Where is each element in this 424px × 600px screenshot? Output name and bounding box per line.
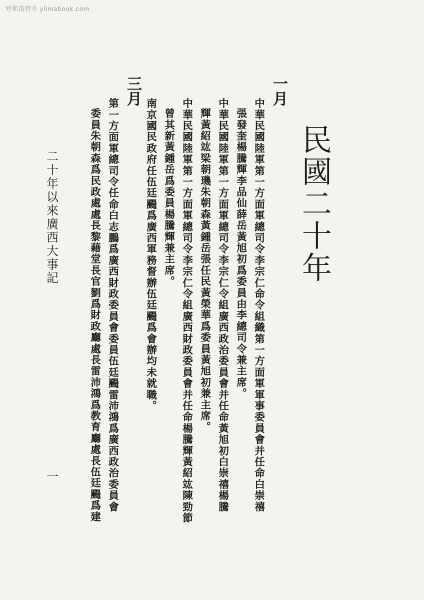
paragraph-line: 中華民國陸軍第一方面軍總司令李宗仁令組廣西財政委員會并任命楊騰輝黃紹竑陳勁節	[180, 98, 193, 524]
paragraph-line: 南京國民政府任伍廷颺爲廣西軍務督辦伍廷颺爲會辦均未就職。	[144, 98, 157, 412]
month-heading-january: 一月	[271, 76, 289, 106]
watermark-text: 呼和浩特市 ylimabook.com	[6, 6, 90, 13]
paragraph-line: 中華民國陸軍第一方面軍總司令李宗仁令組廣西政治委員會并任命黃旭初白崇禧楊騰	[216, 98, 229, 513]
paragraph-line: 張發奎楊騰輝李品仙薛岳黃旭初爲委員由李總司令兼主席。	[234, 108, 247, 400]
paragraph-line: 曾其新黃鍾岳爲委員楊騰輝兼主席。	[162, 108, 175, 288]
running-head: 二十年以來廣西大事記	[45, 150, 59, 285]
page-number: 一	[45, 470, 59, 482]
paragraph-line: 中華民國陸軍第一方面軍總司令李宗仁命令組織第一方面軍軍事委員會并任命白崇禧	[252, 98, 265, 513]
page-title: 民國二十年	[296, 124, 331, 284]
paragraph-line: 委員朱朝森爲民政處處長黎藉堂長官劉爲財政廳處長雷沛鴻爲教育廳處長伍廷颺爲建	[88, 108, 101, 523]
month-heading-march: 三月	[125, 76, 143, 106]
paragraph-line: 輝黃紹竑梁朝璣朱朝森黃鍾岳張任民黃榮華爲委員黃旭初兼主席。	[198, 108, 211, 433]
paragraph-line: 第一方面軍總司令任命白志鵬爲廣西財政委員會委員伍廷颺雷沛鴻爲廣西政治委員會	[106, 98, 119, 513]
